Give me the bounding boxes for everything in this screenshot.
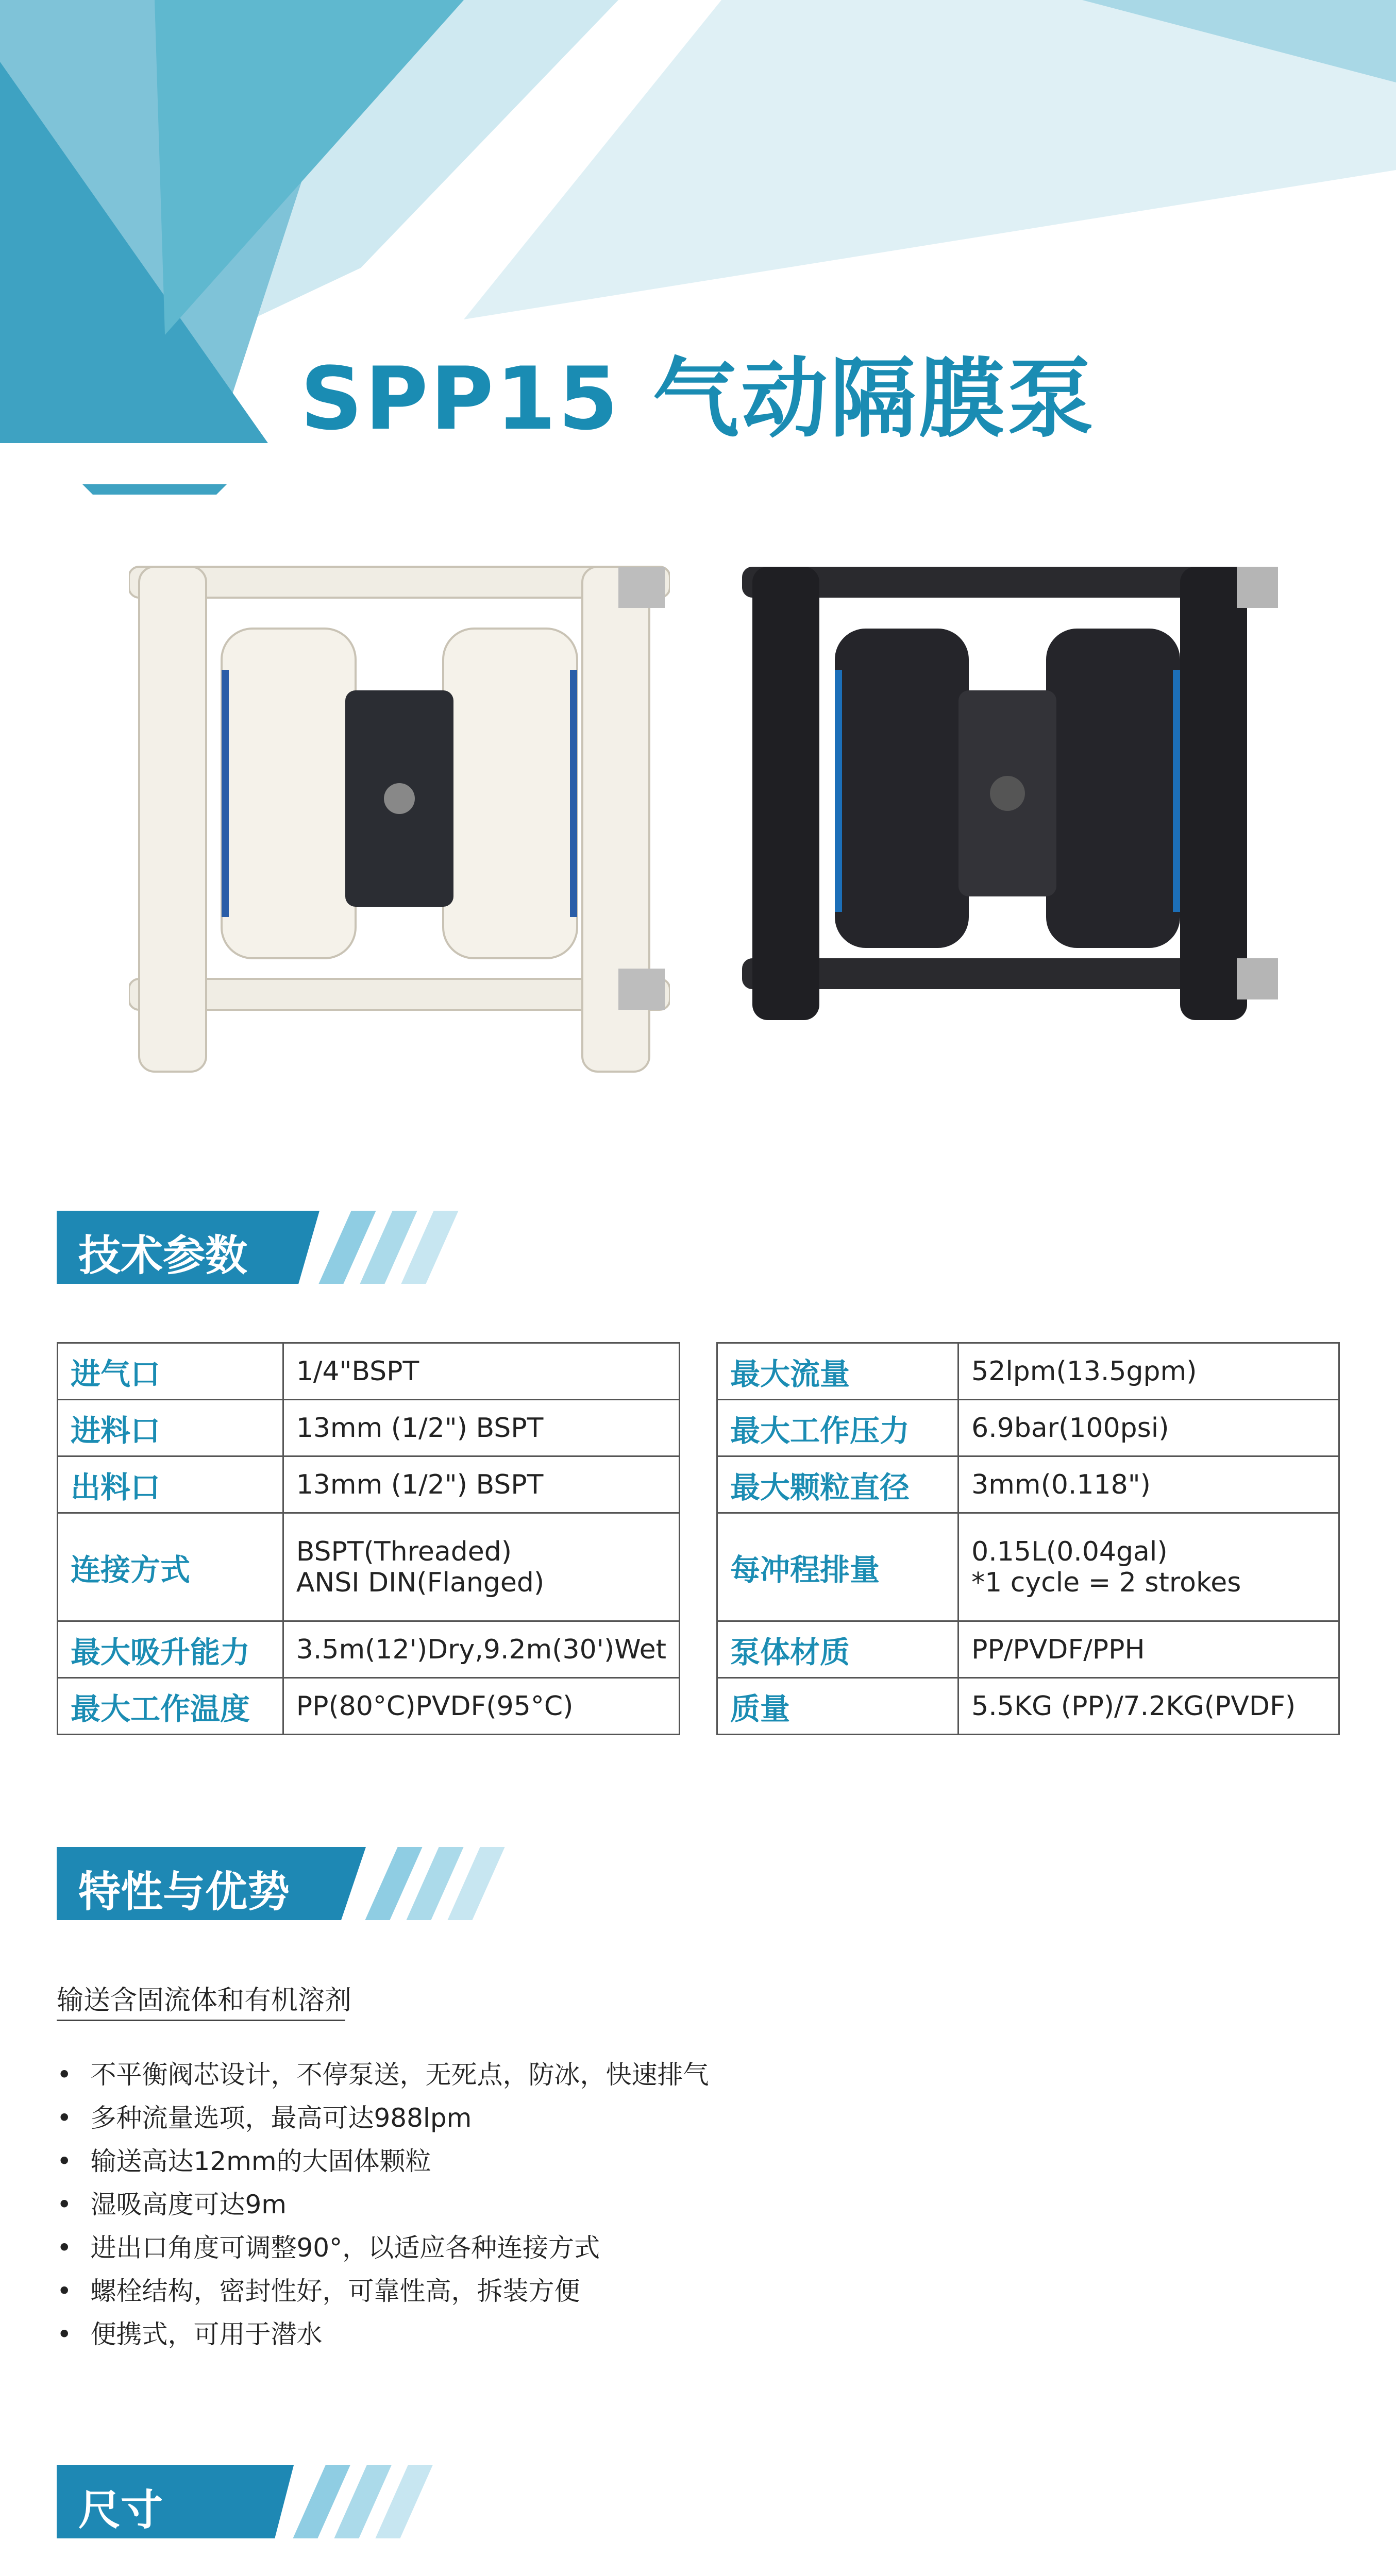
spec-row	[717, 1678, 1339, 1735]
spec-row	[58, 1456, 680, 1513]
pump-white-image	[129, 536, 670, 1082]
spec-value: 3.5m(12')Dry,9.2m(30')Wet	[283, 1621, 679, 1678]
spec-value: PP(80°C)PVDF(95°C)	[283, 1678, 679, 1735]
spec-key: 最大颗粒直径	[717, 1456, 958, 1513]
spec-value: 52lpm(13.5gpm)	[958, 1343, 1339, 1400]
dimension-drawing-front	[93, 2571, 402, 2576]
spec-key: 进料口	[58, 1400, 283, 1456]
spec-key: 进气口	[58, 1343, 283, 1400]
spec-key: 最大流量	[717, 1343, 958, 1400]
section-title-features: 特性与优势	[78, 1868, 290, 1917]
spec-row	[58, 1513, 680, 1621]
spec-value: BSPT(Threaded)	[296, 1536, 512, 1567]
spec-key: 最大工作压力	[717, 1400, 958, 1456]
spec-value: 5.5KG (PP)/7.2KG(PVDF)	[958, 1678, 1339, 1735]
section-title-specs: 技术参数	[78, 1231, 248, 1280]
spec-value: 13mm (1/2") BSPT	[283, 1400, 679, 1456]
spec-value: 13mm (1/2") BSPT	[283, 1456, 679, 1513]
feature-item: • 便携式，可用于潜水	[57, 2313, 709, 2356]
feature-item: • 湿吸高度可达9m	[57, 2183, 709, 2226]
spec-key: 质量	[717, 1678, 958, 1735]
spec-row	[58, 1400, 680, 1456]
spec-key: 每冲程排量	[717, 1513, 958, 1621]
spec-value-line2: *1 cycle = 2 strokes	[971, 1567, 1241, 1598]
section-header-dimensions	[57, 2465, 448, 2538]
features-divider	[57, 2020, 345, 2021]
spec-row	[58, 1621, 680, 1678]
section-header-features	[57, 1847, 448, 1920]
features-subtitle: 输送含固流体和有机溶剂	[57, 1985, 352, 2016]
spec-key: 最大工作温度	[58, 1678, 283, 1735]
feature-item: • 进出口角度可调整90°，以适应各种连接方式	[57, 2226, 709, 2269]
spec-value: 3mm(0.118")	[958, 1456, 1339, 1513]
feature-item: • 多种流量选项，最高可达988lpm	[57, 2096, 709, 2140]
spec-table-right	[716, 1342, 1340, 1735]
spec-table-left	[57, 1342, 680, 1735]
features-list	[57, 2053, 709, 2356]
pump-black-image	[742, 536, 1283, 1041]
spec-row	[58, 1343, 680, 1400]
feature-item: • 不平衡阀芯设计，不停泵送，无死点，防冰，快速排气	[57, 2053, 709, 2096]
feature-item: • 输送高达12mm的大固体颗粒	[57, 2140, 709, 2183]
spec-row	[717, 1513, 1339, 1621]
spec-value: 1/4"BSPT	[283, 1343, 679, 1400]
spec-key: 最大吸升能力	[58, 1621, 283, 1678]
feature-item: • 螺栓结构，密封性好，可靠性高，拆装方便	[57, 2269, 709, 2313]
section-header-specs	[57, 1211, 448, 1284]
spec-row	[717, 1400, 1339, 1456]
spec-row	[717, 1343, 1339, 1400]
spec-value-line2: ANSI DIN(Flanged)	[296, 1567, 545, 1598]
section-title-dimensions: 尺寸	[78, 2486, 163, 2535]
page-title: SPP15 气动隔膜泵	[300, 348, 1096, 449]
spec-row	[717, 1621, 1339, 1678]
spec-value: 0.15L(0.04gal)	[971, 1536, 1168, 1567]
spec-value: PP/PVDF/PPH	[958, 1621, 1339, 1678]
spec-row	[717, 1456, 1339, 1513]
spec-key: 出料口	[58, 1456, 283, 1513]
spec-key: 泵体材质	[717, 1621, 958, 1678]
spec-row	[58, 1678, 680, 1735]
spec-value: 6.9bar(100psi)	[958, 1400, 1339, 1456]
spec-key: 连接方式	[58, 1513, 283, 1621]
